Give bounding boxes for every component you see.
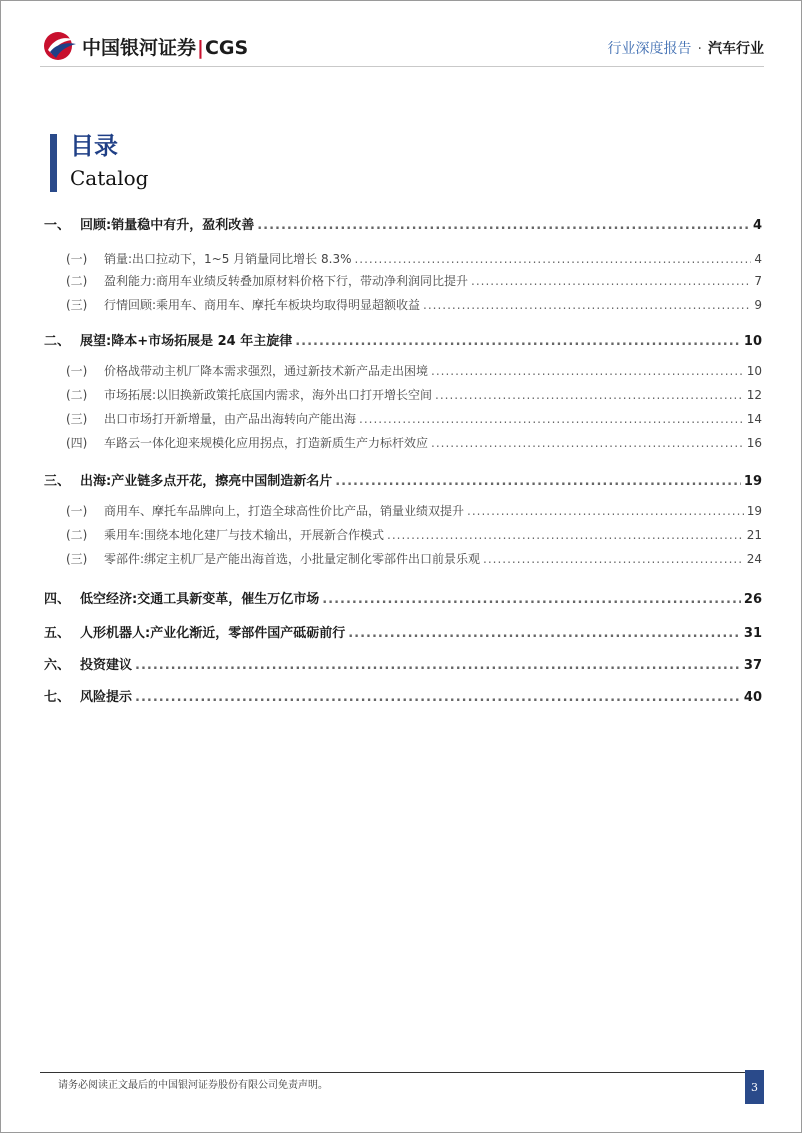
toc-leader (257, 218, 750, 233)
toc-text: 低空经济:交通工具新变革，催生万亿市场 (80, 592, 320, 607)
toc-number: 二、 (44, 334, 71, 349)
toc-number: (一) (66, 364, 88, 378)
toc-chapter[interactable] (44, 470, 762, 489)
toc-text: 车路云一体化迎来规模化应用拐点，打造新质生产力标杆效应 (104, 436, 429, 450)
toc-chapter[interactable] (44, 588, 762, 607)
toc-chapter[interactable] (44, 214, 762, 233)
header-report-info (608, 38, 764, 58)
toc-number: (二) (66, 274, 88, 288)
toc-number: (二) (66, 528, 88, 542)
toc-number: (一) (66, 252, 88, 266)
header-rule (40, 66, 764, 67)
toc-number: (三) (66, 412, 88, 426)
toc-text: 盈利能力:商用车业绩反转叠加原材料价格下行，带动净利润同比提升 (104, 274, 469, 288)
toc-leader (348, 626, 741, 641)
toc-chapter[interactable] (44, 330, 762, 349)
toc-page-number: 10 (743, 334, 762, 349)
toc-text: 价格战带动主机厂降本需求强烈，通过新技术新产品走出困境 (104, 364, 429, 378)
toc-page-number: 19 (746, 504, 762, 518)
toc-number: 六、 (44, 658, 71, 673)
toc-leader (467, 504, 744, 518)
toc-leader (322, 592, 741, 607)
toc-text: 市场拓展:以旧换新政策托底国内需求，海外出口打开增长空间 (104, 388, 433, 402)
toc-text: 零部件:绑定主机厂是产能出海首选，小批量定制化零部件出口前景乐观 (104, 552, 481, 566)
toc-leader (471, 274, 751, 288)
toc-page-number: 19 (743, 474, 762, 489)
toc-text: 风险提示 (80, 690, 133, 705)
toc-page-number: 10 (746, 364, 762, 378)
toc-leader (431, 436, 744, 450)
toc-leader (483, 552, 744, 566)
toc-number: 五、 (44, 626, 71, 641)
toc-page-number: 26 (743, 592, 762, 607)
toc-section[interactable] (44, 296, 762, 312)
toc-page-number: 14 (746, 412, 762, 426)
toc-number: (二) (66, 388, 88, 402)
footer-rule (40, 1072, 764, 1073)
toc-leader (354, 252, 751, 266)
toc-page-number: 24 (746, 552, 762, 566)
toc-section[interactable] (44, 526, 762, 542)
catalog-title: 目录 (70, 132, 118, 160)
toc-leader (335, 474, 741, 489)
industry-name: 汽车行业 (708, 41, 764, 57)
toc-page-number: 4 (752, 218, 762, 233)
toc-leader (135, 690, 741, 705)
toc-section[interactable] (44, 410, 762, 426)
toc-section[interactable] (44, 386, 762, 402)
toc-leader (431, 364, 744, 378)
toc-text: 销量:出口拉动下，1~5 月销量同比增长 8.3% (104, 252, 352, 266)
toc-page-number: 21 (746, 528, 762, 542)
toc-leader (387, 528, 744, 542)
title-accent-bar (50, 134, 57, 192)
brand-logo (42, 30, 248, 62)
toc-page-number: 31 (743, 626, 762, 641)
page-header (0, 0, 802, 72)
galaxy-logo-icon (42, 30, 78, 62)
toc-number: (三) (66, 552, 88, 566)
toc-section[interactable] (44, 502, 762, 518)
toc-text: 投资建议 (80, 658, 133, 673)
toc-text: 出海:产业链多点开花，擦亮中国制造新名片 (80, 474, 333, 489)
report-type: 行业深度报告 (607, 41, 692, 57)
page-number: 3 (745, 1070, 764, 1104)
toc-page-number: 9 (754, 298, 762, 312)
toc-section[interactable] (44, 250, 762, 266)
toc-section[interactable] (44, 434, 762, 450)
toc-leader (135, 658, 741, 673)
toc-text: 出口市场打开新增量，由产品出海转向产能出海 (104, 412, 357, 426)
brand-name: 中国银河证券|CGS (82, 36, 249, 59)
toc-page-number: 4 (754, 252, 762, 266)
toc-leader (423, 298, 751, 312)
footer-disclaimer: 请务必阅读正文最后的中国银河证券股份有限公司免责声明。 (58, 1080, 328, 1091)
toc-page-number: 16 (746, 436, 762, 450)
toc-page-number: 40 (743, 690, 762, 705)
toc-text: 展望:降本+市场拓展是 24 年主旋律 (80, 334, 293, 349)
toc-number: (三) (66, 298, 88, 312)
toc-number: 一、 (44, 218, 71, 233)
toc-text: 乘用车:围绕本地化建厂与技术输出，开展新合作模式 (104, 528, 385, 542)
catalog-subtitle: Catalog (70, 166, 149, 190)
toc-chapter[interactable] (44, 686, 762, 705)
toc-leader (359, 412, 744, 426)
header-separator: · (697, 41, 702, 57)
toc-section[interactable] (44, 362, 762, 378)
toc-page-number: 7 (754, 274, 762, 288)
toc-number: 四、 (44, 592, 71, 607)
toc-text: 回顾:销量稳中有升，盈利改善 (80, 218, 255, 233)
toc-number: 三、 (44, 474, 71, 489)
toc-number: (一) (66, 504, 88, 518)
toc-chapter[interactable] (44, 622, 762, 641)
toc-text: 商用车、摩托车品牌向上，打造全球高性价比产品，销量业绩双提升 (104, 504, 465, 518)
toc-chapter[interactable] (44, 654, 762, 673)
toc-number: 七、 (44, 690, 71, 705)
toc-leader (295, 334, 741, 349)
toc-number: (四) (66, 436, 88, 450)
toc-section[interactable] (44, 272, 762, 288)
toc-page-number: 12 (746, 388, 762, 402)
toc-page-number: 37 (743, 658, 762, 673)
toc-section[interactable] (44, 550, 762, 566)
toc-text: 行情回顾:乘用车、商用车、摩托车板块均取得明显超额收益 (104, 298, 421, 312)
toc-leader (435, 388, 744, 402)
toc-text: 人形机器人:产业化渐近，零部件国产砥砺前行 (80, 626, 346, 641)
